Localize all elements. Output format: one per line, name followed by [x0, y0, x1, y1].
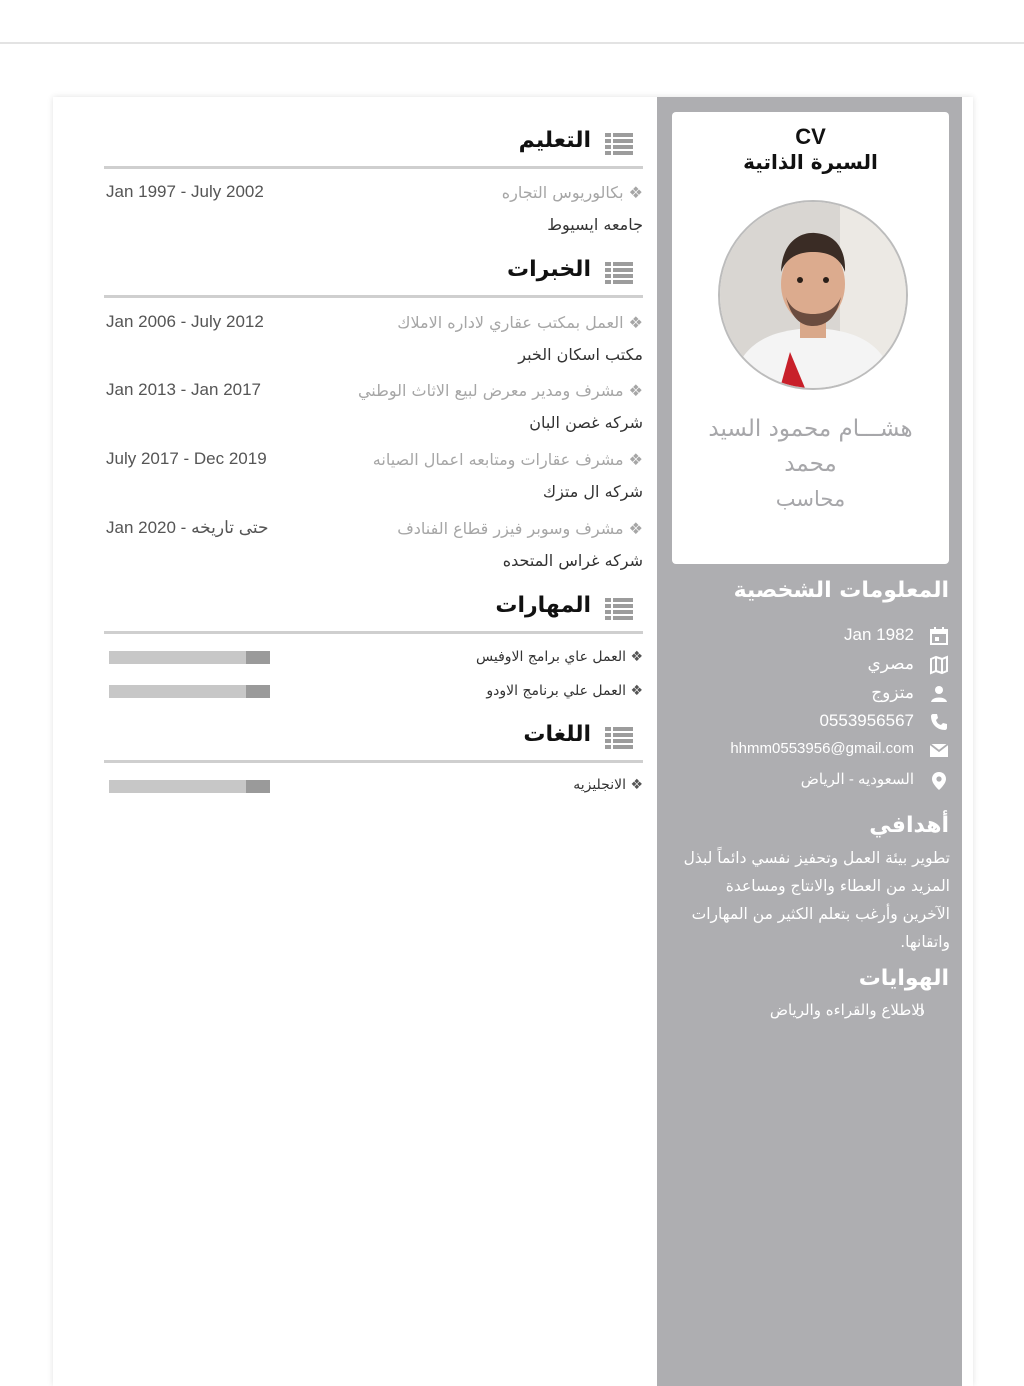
experience-date: July 2017 - Dec 2019	[106, 449, 267, 468]
language-level-fill	[109, 780, 246, 793]
top-divider	[0, 42, 1024, 44]
education-heading: التعليم	[518, 128, 591, 153]
bullet: ❖	[628, 450, 643, 469]
experience-org: مكتب اسكان الخبر	[518, 345, 643, 364]
experience-role: مشرف وسوبر فيزر قطاع الفنادف	[397, 519, 624, 538]
language-level-bar	[109, 780, 270, 793]
cv-title: CV	[795, 124, 826, 149]
section-divider	[104, 631, 643, 634]
bullet: ❖	[630, 649, 643, 665]
skill-name: العمل علي برنامج الاودو	[486, 683, 626, 699]
info-row-email	[689, 738, 949, 762]
section-divider	[104, 166, 643, 169]
experience-section-header	[104, 257, 643, 299]
profile-card	[672, 112, 949, 564]
skill-level-bar	[109, 651, 270, 664]
goals-text: تطوير بيئة العمل وتحفيز نفسي دائماً لبذل المزيد من العطاء والانتاج ومساعدة الآخرين وأرغب بتعلم الكثير من المهارات واتقانها.	[683, 849, 950, 951]
list-icon	[605, 262, 633, 284]
info-row-nationality	[689, 653, 949, 677]
skill-level-fill	[109, 651, 246, 664]
birthdate-text: Jan 1982	[844, 625, 914, 644]
cv-subtitle: السيرة الذاتية	[743, 150, 878, 174]
name-line-1: هشـــام محمود السيد	[708, 416, 913, 442]
location-pin-icon	[929, 771, 949, 791]
experience-date: Jan 2006 - July 2012	[106, 312, 264, 331]
experience-date: Jan 2020 - حتى تاريخه	[106, 518, 269, 537]
phone-text: 0553956567	[819, 711, 914, 730]
experience-item-title	[358, 381, 643, 400]
avatar	[718, 200, 908, 390]
info-row-location	[689, 769, 949, 793]
experience-item-title	[397, 519, 643, 538]
bullet: ❖	[628, 381, 643, 400]
info-row-birthdate	[689, 624, 949, 648]
hobby-item: الاطلاع والقراءه والرياض	[769, 1001, 924, 1019]
education-date: Jan 1997 - July 2002	[106, 182, 264, 201]
skills-section-header	[104, 593, 643, 635]
bullet: ❖	[628, 313, 643, 332]
languages-section-header	[104, 722, 643, 764]
skill-item	[486, 683, 643, 699]
info-row-phone	[689, 710, 949, 734]
job-title: محاسب	[775, 487, 846, 511]
email-text[interactable]: hhmm0553956@gmail.com	[730, 740, 914, 757]
name-line-2: محمد	[784, 451, 837, 477]
skill-item	[476, 649, 643, 665]
marital-text: متزوج	[871, 683, 914, 702]
bullet: ❖	[628, 519, 643, 538]
goals-heading: أهدافي	[869, 813, 949, 838]
experience-role: مشرف عقارات ومتابعه اعمال الصيانه	[372, 450, 624, 469]
bullet: ❖	[630, 777, 643, 793]
bullet: ❖	[628, 183, 643, 202]
language-name: الانجليزيه	[573, 777, 626, 793]
experience-org: شركه غصن البان	[529, 413, 643, 432]
experience-heading: الخبرات	[507, 257, 591, 282]
list-icon	[605, 133, 633, 155]
experience-item-title	[397, 313, 643, 332]
experience-org: شركه ال متزك	[542, 482, 643, 501]
avatar-photo	[720, 202, 906, 388]
experience-org: شركه غراس المتحده	[502, 551, 643, 570]
experience-item-title	[373, 450, 643, 469]
skill-level-fill	[109, 685, 246, 698]
list-icon	[605, 727, 633, 749]
list-icon	[605, 598, 633, 620]
personal-info-heading: المعلومات الشخصية	[733, 578, 949, 603]
education-item-title	[502, 183, 643, 202]
education-section-header	[104, 128, 643, 170]
location-text: السعوديه - الرياض	[800, 771, 914, 788]
calendar-icon	[929, 626, 949, 646]
skills-heading: المهارات	[495, 593, 591, 618]
experience-role: العمل بمكتب عقاري لاداره الاملاك	[397, 313, 624, 332]
bullet: ❖	[630, 683, 643, 699]
skill-level-bar	[109, 685, 270, 698]
section-divider	[104, 295, 643, 298]
experience-role: مشرف ومدير معرض لبيع الاثاث الوطني	[357, 381, 624, 400]
education-org: جامعه ايسيوط	[547, 215, 643, 234]
skill-name: العمل عاي برامج الاوفيس	[476, 649, 626, 665]
section-divider	[104, 760, 643, 763]
mail-icon	[929, 740, 949, 760]
info-row-marital	[689, 682, 949, 706]
person-icon	[929, 684, 949, 704]
language-item	[573, 777, 643, 793]
education-degree: بكالوريوس التجاره	[501, 183, 624, 202]
hobbies-heading: الهوايات	[858, 966, 949, 991]
person-name	[682, 412, 939, 482]
experience-date: Jan 2013 - Jan 2017	[106, 380, 262, 399]
phone-icon	[929, 712, 949, 732]
nationality-text: مصري	[867, 654, 914, 673]
languages-heading: اللغات	[523, 722, 591, 747]
map-icon	[929, 655, 949, 675]
